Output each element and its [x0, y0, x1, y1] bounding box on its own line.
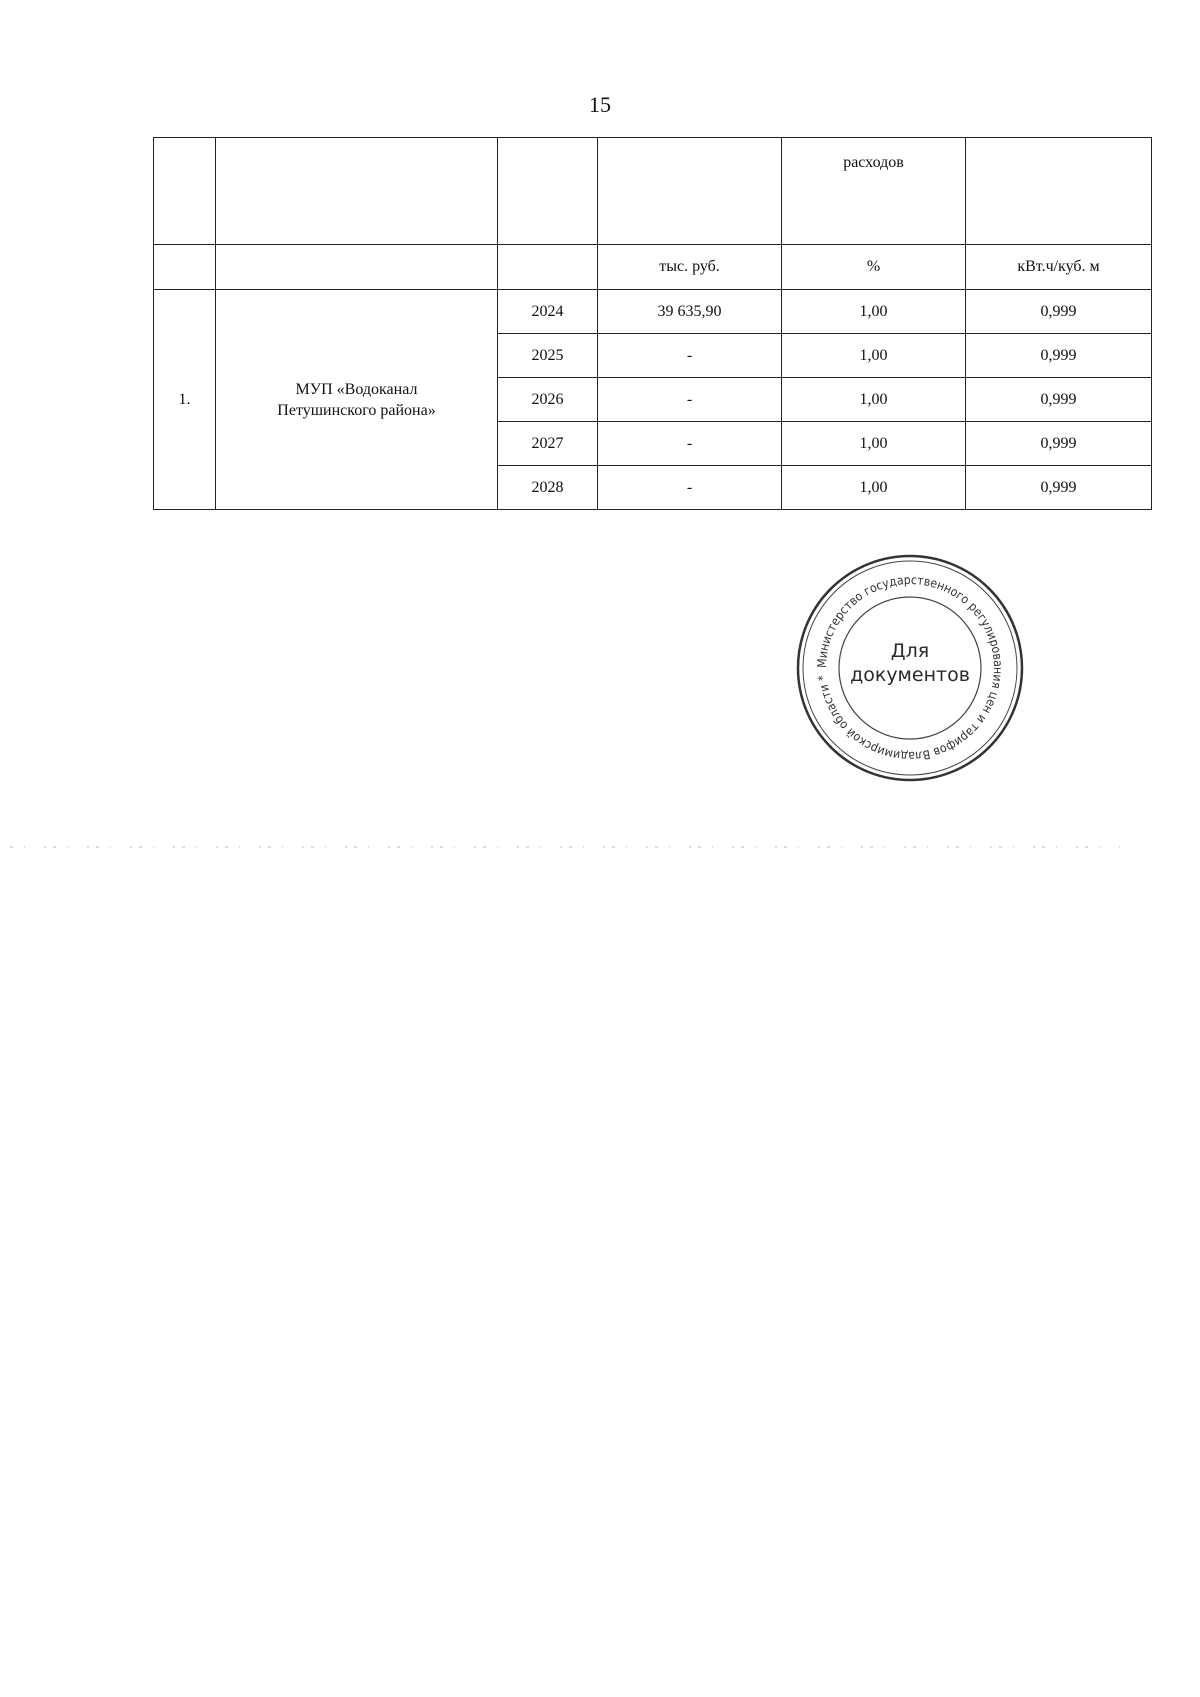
year-cell: 2027 [498, 422, 598, 466]
amount-cell: 39 635,90 [598, 290, 782, 334]
energy-cell: 0,999 [966, 334, 1152, 378]
tariff-table [153, 137, 1152, 510]
header-cell-amount [598, 138, 782, 245]
row-number-cell: 1. [154, 290, 216, 510]
organization-cell [216, 290, 498, 510]
unit-cell-year [498, 245, 598, 290]
energy-cell: 0,999 [966, 290, 1152, 334]
stamp-center-line1: Для [890, 640, 930, 662]
organization-name-line1: МУП «Водоканал [295, 380, 418, 398]
year-cell: 2028 [498, 466, 598, 510]
organization-name-line2: Петушинского района» [277, 401, 436, 419]
year-cell: 2026 [498, 378, 598, 422]
unit-cell-percent: % [782, 245, 966, 290]
table-row [154, 290, 1152, 334]
header-cell-number [154, 138, 216, 245]
percent-cell: 1,00 [782, 290, 966, 334]
unit-cell-organization [216, 245, 498, 290]
percent-cell: 1,00 [782, 466, 966, 510]
header-cell-expenses: расходов [782, 138, 966, 245]
unit-cell-thousand-rub: тыс. руб. [598, 245, 782, 290]
table-header-row [154, 138, 1152, 245]
unit-cell-kwh-per-m3: кВт.ч/куб. м [966, 245, 1152, 290]
unit-cell-number [154, 245, 216, 290]
year-cell: 2024 [498, 290, 598, 334]
amount-cell: - [598, 466, 782, 510]
table-units-row [154, 245, 1152, 290]
scan-artifact-line [0, 845, 1200, 849]
amount-cell: - [598, 422, 782, 466]
header-cell-year [498, 138, 598, 245]
percent-cell: 1,00 [782, 378, 966, 422]
header-cell-organization [216, 138, 498, 245]
stamp-center-line2: документов [850, 664, 970, 686]
page-number: 15 [589, 92, 611, 117]
amount-cell: - [598, 378, 782, 422]
energy-cell: 0,999 [966, 378, 1152, 422]
percent-cell: 1,00 [782, 334, 966, 378]
year-cell: 2025 [498, 334, 598, 378]
stamp-ring-textpath: Министерство государственного регулирования цен и тарифов Владимирской области * [814, 572, 1006, 764]
stamp-center-text [795, 639, 1025, 687]
energy-cell: 0,999 [966, 466, 1152, 510]
percent-cell: 1,00 [782, 422, 966, 466]
header-cell-energy [966, 138, 1152, 245]
official-stamp [795, 553, 1025, 783]
amount-cell: - [598, 334, 782, 378]
energy-cell: 0,999 [966, 422, 1152, 466]
